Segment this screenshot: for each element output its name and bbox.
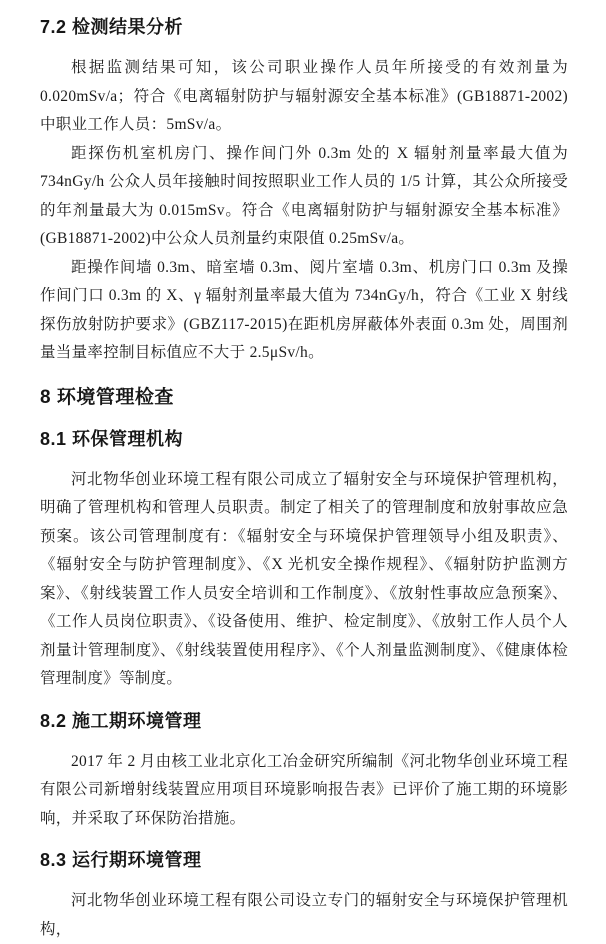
paragraph-dose-rate-limits: 距操作间墙 0.3m、暗室墙 0.3m、阅片室墙 0.3m、机房门口 0.3m 及操作间门口 0.3m 的 X、γ 辐射剂量率最大值为 734nGy/h，符合《工业 X 射线探伤放射防护要求》(GBZ117-2015)在距机房屏蔽体外表面 0.3m 处，周围剂量当量率控制目标值应不大于 2.5μSv/h。 <box>40 258 568 361</box>
heading-8-1-environmental-management-organization: 8.1 环保管理机构 <box>40 428 184 449</box>
heading-7-2-detection-result-analysis: 7.2 检测结果分析 <box>40 17 184 37</box>
paragraph-construction-period: 2017 年 2 月由核工业北京化工冶金研究所编制《河北物华创业环境工程有限公司新增射线装置应用项目环境影响报告表》已评价了施工期的环境影响，并采取了环保防治措施。 <box>40 752 568 827</box>
heading-8-environment-management-inspection: 8 环境管理检查 <box>40 386 174 408</box>
paragraph-public-dose: 距探伤机室机房门、操作间门外 0.3m 处的 X 辐射剂量率最大值为 734nGy/h 公众人员年接触时间按照职业工作人员的 1/5 计算，其公众所接受的年剂量最大为 0.015mSv。符合《电离辐射防护与辐射源安全基本标准》(GB18871-2002)中公众人员剂量约束限值 0.25mSv/a。 <box>40 144 568 247</box>
paragraph-operation-period: 河北物华创业环境工程有限公司设立专门的辐射安全与环境保护管理机构， <box>40 892 568 938</box>
paragraph-occupational-dose: 根据监测结果可知，该公司职业操作人员年所接受的有效剂量为 0.020mSv/a；符合《电离辐射防护与辐射源安全基本标准》(GB18871-2002)中职业工作人员：5mSv/a。 <box>40 59 568 133</box>
heading-8-2-construction-period-environment-management: 8.2 施工期环境管理 <box>40 710 202 731</box>
heading-8-3-operation-period-environment-management: 8.3 运行期环境管理 <box>40 850 202 870</box>
paragraph-management-systems: 河北物华创业环境工程有限公司成立了辐射安全与环境保护管理机构，明确了管理机构和管理人员职责。制定了相关了的管理制度和放射事故应急预案。该公司管理制度有：《辐射安全与环境保护管理领导小组及职责》、《辐射安全与防护管理制度》、《X 光机安全操作规程》、《辐射防护监测方案》、《射线装置工作人员安全培训和工作制度》、《放射性事故应急预案》、《工作人员岗位职责》、《设备使用、维护、检定制度》、《放射工作人员个人剂量计管理制度》、《射线装置使用程序》、《个人剂量监测制度》、《健康体检管理制度》等制度。 <box>40 470 568 687</box>
